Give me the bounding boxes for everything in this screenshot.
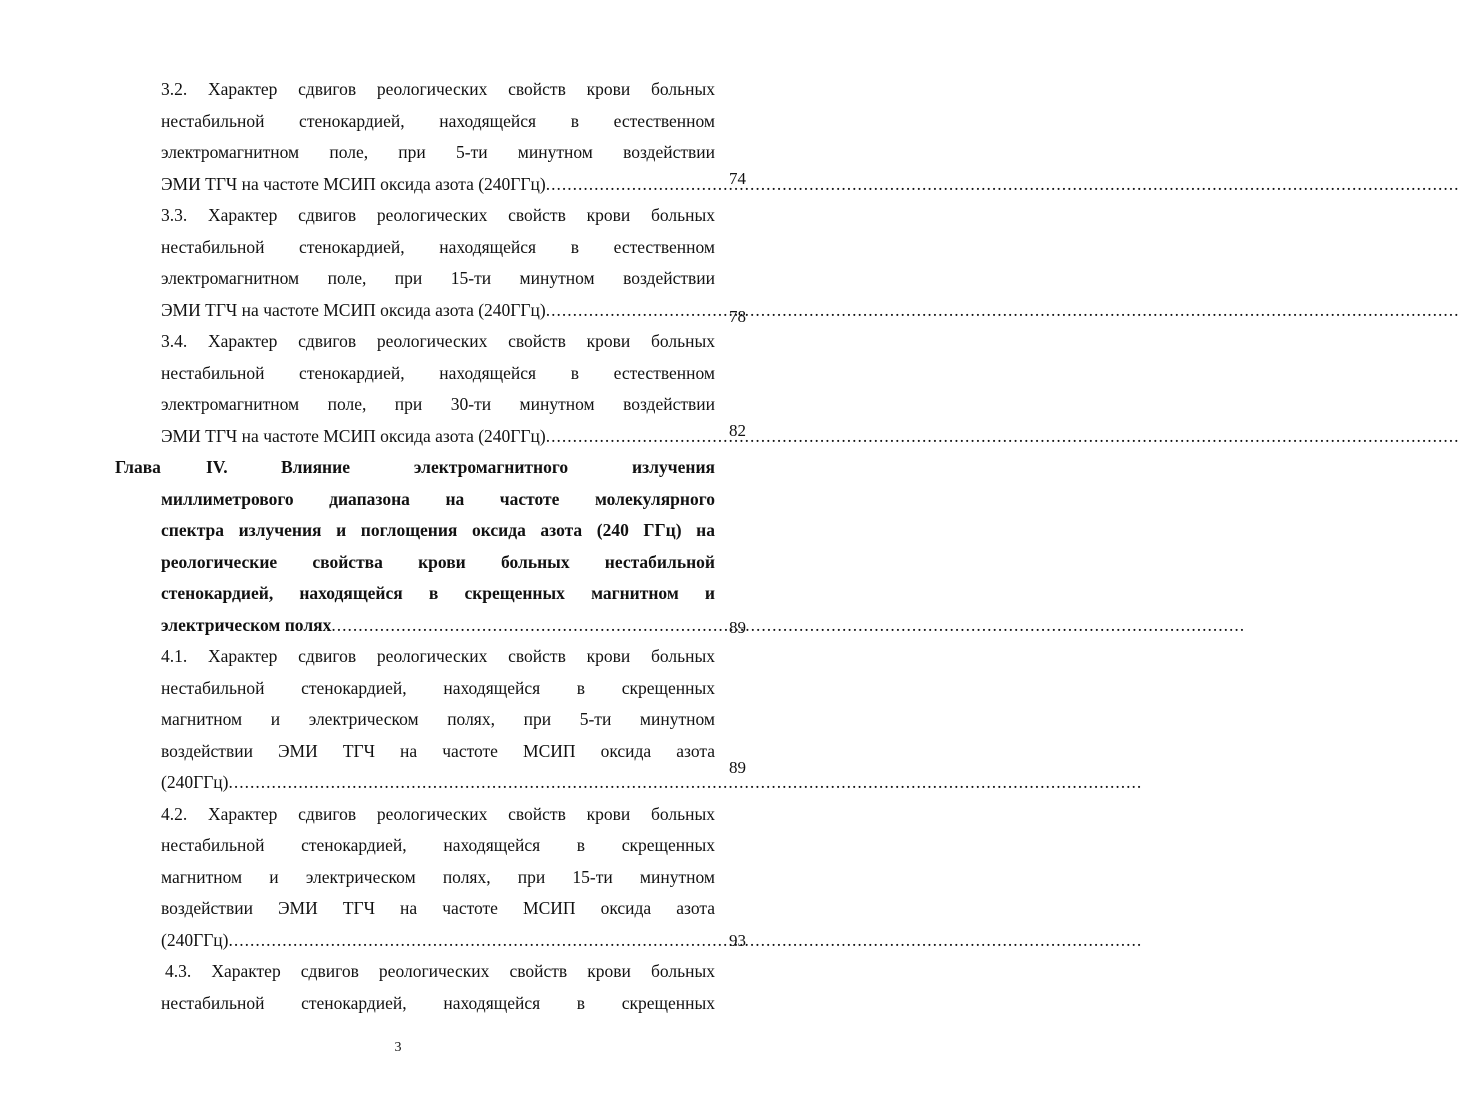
toc-entry-4-1-line-3: магнитном и электрическом полях, при 5-ти минутном [161,709,715,729]
toc-entry-4-2-line-2: нестабильной стенокардией, находящейся в скрещенных [161,835,715,855]
toc-entry-3-3-line-4[interactable] [161,295,746,327]
toc-entry-4-1-line-2: нестабильной стенокардией, находящейся в скрещенных [161,677,715,698]
toc-entry-4-1-line-4 [161,736,746,777]
chapter-title-line-2: миллиметрового диапазона на частоте молекулярного [161,488,715,509]
leader-dots [229,767,1143,799]
toc-entry-3-2-last-text: ЭМИ ТГЧ на частоте МСИП оксида азота (240ГГц) [161,173,546,194]
leader-dots [546,169,1460,201]
toc-entry-4-2-last-text: (240ГГц) [161,929,229,950]
toc-entry-3-2-page[interactable]: 74 [729,168,746,188]
toc-entry-4-1-page[interactable]: 89 [729,757,746,777]
chapter-title-first-line: Влияние электромагнитного излучения [281,457,715,477]
leader-dots [229,925,1143,957]
toc-entry-4-1-line-5[interactable] [161,767,715,799]
toc-entry-3-3-last-text: ЭМИ ТГЧ на частоте МСИП оксида азота (240ГГц) [161,299,546,320]
toc-entry-3-3-line-2: нестабильной стенокардией, находящейся в естественном [161,236,715,257]
page-number: 3 [394,1040,402,1055]
toc-entry-4-2-line-4: воздействии ЭМИ ТГЧ на частоте МСИП оксида азота [161,898,715,918]
toc-entry-3-3-line-3: электромагнитном поле, при 15-ти минутном воздействии [161,268,715,288]
toc-entry-3-2-line-3: электромагнитном поле, при 5-ти минутном воздействии [161,142,715,162]
toc-entry-4-2-line-1: 4.2. Характер сдвигов реологических свойств крови больных [161,803,715,824]
toc-entry-3-4-line-3: электромагнитном поле, при 30-ти минутном воздействии [161,394,715,414]
toc-entry-3-4-last-text: ЭМИ ТГЧ на частоте МСИП оксида азота (240ГГц) [161,425,546,446]
chapter-title-line-6[interactable] [161,610,746,642]
chapter-4-heading-line-1[interactable] [115,452,715,484]
toc-entry-4-1-line-1: 4.1. Характер сдвигов реологических свойств крови больных [161,646,715,666]
toc-entry-3-4-page[interactable]: 82 [729,420,746,440]
chapter-title-line-4: реологические свойства крови больных нестабильной [161,551,715,572]
toc-entry-4-2-line-5[interactable] [161,925,746,957]
toc-entry-3-3-line-1: 3.3. Характер сдвигов реологических свойств крови больных [161,205,715,225]
chapter-4-page[interactable]: 89 [729,617,746,637]
toc-entry-3-4-line-4[interactable] [161,420,746,453]
toc-entry-4-3-line-1: 4.3. Характер сдвигов реологических свойств крови больных [165,961,715,981]
toc-entry-4-2-page[interactable]: 93 [729,930,746,950]
toc-entry-3-2-line-2: нестабильной стенокардией, находящейся в естественном [161,110,715,131]
leader-dots [331,610,1245,642]
toc-entry-4-2-line-3: магнитном и электрическом полях, при 15-ти минутном [161,866,715,887]
chapter-title-line-3: спектра излучения и поглощения оксида азота (240 ГГц) на [161,520,715,540]
toc-entry-3-3-page[interactable]: 78 [729,306,746,326]
chapter-label: Глава [115,457,161,477]
toc-entry-3-4-line-1: 3.4. Характер сдвигов реологических свойств крови больных [161,331,715,351]
table-of-contents [0,74,796,1019]
toc-entry-3-4-line-2: нестабильной стенокардией, находящейся в естественном [161,362,715,383]
toc-entry-3-2-line-4[interactable] [161,168,746,201]
chapter-number: IV. [206,457,228,477]
toc-entry-4-1-line-4-text: воздействии ЭМИ ТГЧ на частоте МСИП оксида азота [161,740,715,761]
toc-entry-4-1-last-text: (240ГГц) [161,772,229,792]
toc-entry-4-3-line-2: нестабильной стенокардией, находящейся в скрещенных [161,992,715,1013]
leader-dots [546,421,1460,453]
toc-entry-3-2-line-1: 3.2. Характер сдвигов реологических свойств крови больных [161,79,715,99]
leader-dots [546,295,1460,327]
chapter-title-last-text: электрическом полях [161,614,332,635]
chapter-title-line-5: стенокардией, находящейся в скрещенных магнитном и [161,583,715,603]
